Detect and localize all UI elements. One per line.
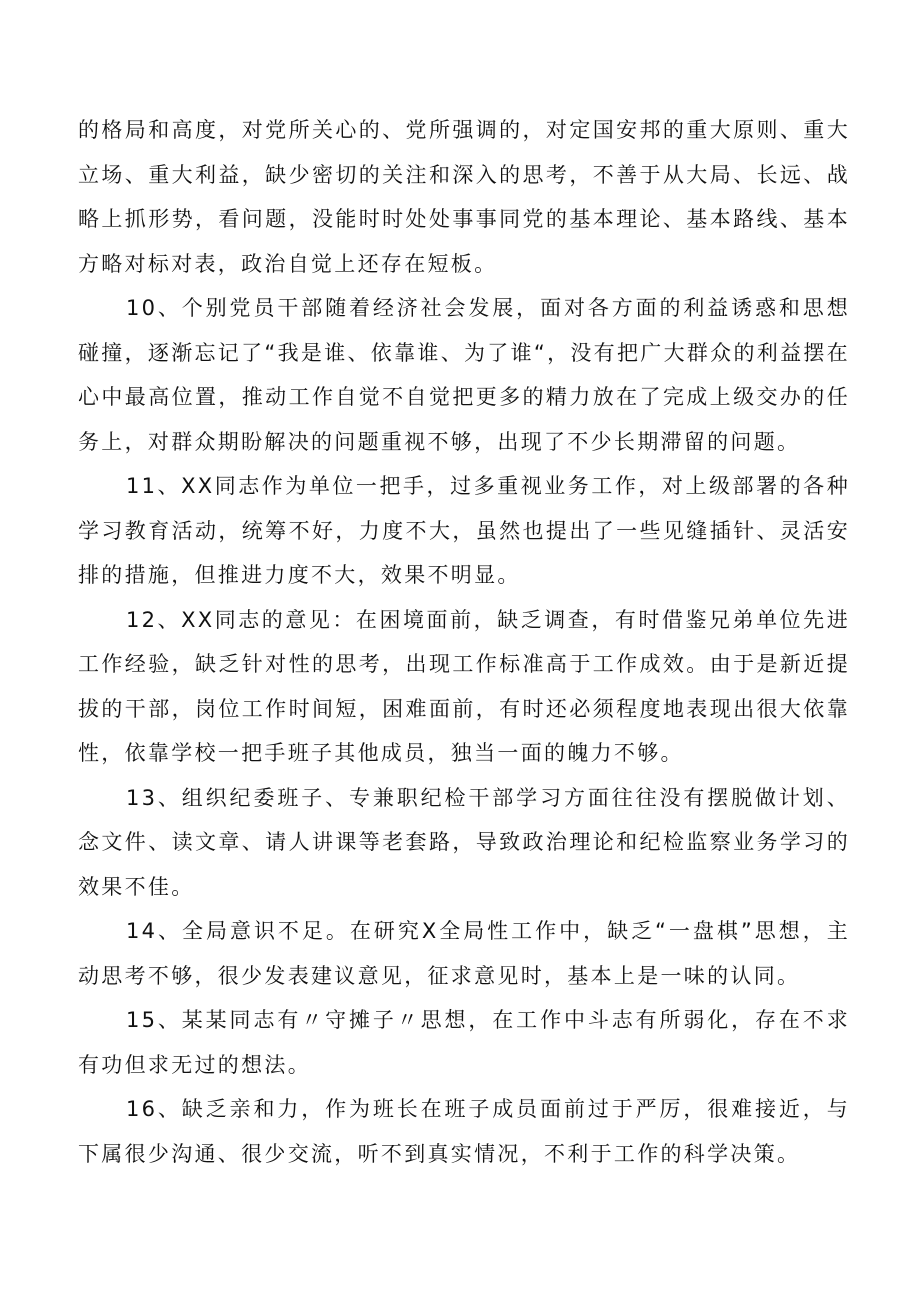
document-body xyxy=(78,108,850,1176)
paragraph-item-12: 12、XX同志的意见：在困境面前，缺乏调查，有时借鉴兄弟单位先进工作经验，缺乏针对性的思考，出现工作标准高于工作成效。由于是新近提拔的干部，岗位工作时间短，困难面前，有时还必须程度地表现出很大依靠性，依靠学校一把手班子其他成员，独当一面的魄力不够。 xyxy=(78,607,850,765)
paragraph-item-15: 15、某某同志有〃守摊子〃思想，在工作中斗志有所弱化，存在不求有功但求无过的想法。 xyxy=(78,1008,850,1077)
paragraph-continuation: 的格局和高度，对党所关心的、党所强调的，对定国安邦的重大原则、重大立场、重大利益，缺少密切的关注和深入的思考，不善于从大局、长远、战略上抓形势，看问题，没能时时处处事事同党的基本理论、基本路线、基本方略对标对表，政治自觉上还存在短板。 xyxy=(78,118,850,276)
paragraph-item-14: 14、全局意识不足。在研究X全局性工作中，缺乏“一盘棋”思想，主动思考不够，很少发表建议意见，征求意见时，基本上是一味的认同。 xyxy=(78,919,850,988)
paragraph-item-16: 16、缺乏亲和力，作为班长在班子成员面前过于严厉，很难接近，与下属很少沟通、很少交流，听不到真实情况，不利于工作的科学决策。 xyxy=(78,1097,850,1166)
paragraph-item-11: 11、XX同志作为单位一把手，过多重视业务工作，对上级部署的各种学习教育活动，统筹不好，力度不大，虽然也提出了一些见缝插针、灵活安排的措施，但推进力度不大，效果不明显。 xyxy=(78,474,850,587)
paragraph-item-13: 13、组织纪委班子、专兼职纪检干部学习方面往往没有摆脱做计划、念文件、读文章、请人讲课等老套路，导致政治理论和纪检监察业务学习的效果不佳。 xyxy=(78,785,850,899)
paragraph-item-10: 10、个别党员干部随着经济社会发展，面对各方面的利益诱惑和思想碰撞，逐渐忘记了“我是谁、依靠谁、为了谁“，没有把广大群众的利益摆在心中最高位置，推动工作自觉不自觉把更多的精力放在了完成上级交办的任务上，对群众期盼解决的问题重视不够，出现了不少长期滞留的问题。 xyxy=(78,296,850,454)
